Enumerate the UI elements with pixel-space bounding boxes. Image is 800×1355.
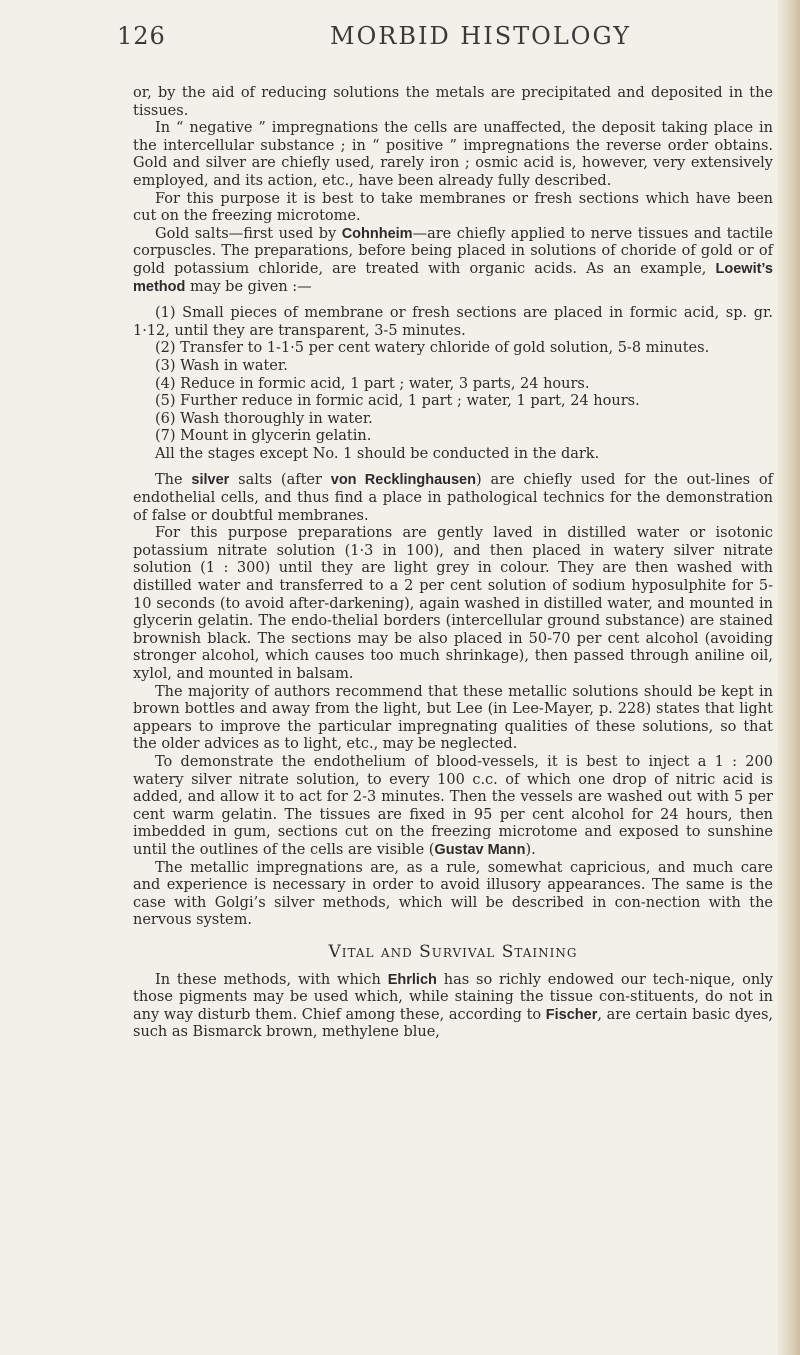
paragraph: or, by the aid of reducing solutions the metals are precipitated and deposited in the tissues. — [133, 85, 773, 119]
step-item: (6) Wash thoroughly in water. — [155, 410, 373, 427]
section-heading: Vital and Survival Staining — [328, 941, 578, 962]
author-name: von Recklinghausen — [330, 472, 476, 489]
paragraph: In “ negative ” impregnations the cells are unaffected, the deposit taking place in the intercellular substance ; in “ positive ” impregnations the reverse order obtains. Gold and silver are chiefly used, rarely iron ; osmic acid is, however, very extensively employed, and its action, etc., have been already fully described. — [133, 120, 773, 189]
keyword: silver — [191, 472, 230, 489]
paragraph — [133, 472, 773, 525]
page-header — [0, 0, 800, 70]
author-name: Cohnheim — [341, 225, 413, 242]
step-item: (3) Wash in water. — [155, 357, 288, 374]
paragraph: For this purpose it is best to take membranes or fresh sections which have been cut on the freezing microtome. — [133, 190, 773, 225]
paragraph — [133, 226, 773, 296]
author-name: Fischer — [545, 1006, 598, 1023]
text-run: ) are chiefly used for the out-lines of endothelial cells, and thus find a place in pathological technics for the demonstration of false or doubtful membranes. — [133, 472, 773, 524]
paragraph: The metallic impregnations are, as a rule, somewhat capricious, and much care and experience is necessary in order to avoid illusory appearances. The same is the case with Golgi’s silver methods, which will be described in con-nection with the nervous system. — [133, 859, 773, 929]
body-text — [133, 85, 773, 1042]
step-item: (2) Transfer to 1-1·5 per cent watery chloride of gold solution, 5-8 minutes. — [155, 340, 710, 357]
step-item: (4) Reduce in formic acid, 1 part ; water, 3 parts, 24 hours. — [155, 375, 590, 392]
text-run: The — [155, 472, 192, 489]
text-run: Gold salts—first used by — [155, 225, 342, 242]
text-run: has so richly endowed our tech-nique, only those pigments may be used which, while staining the tissue con-stituents, do not in any way disturb them. Chief among these, according to — [133, 971, 773, 1023]
running-head: MORBID HISTOLOGY — [330, 22, 632, 50]
author-name: Gustav Mann — [434, 841, 526, 858]
paragraph: The majority of authors recommend that these metallic solutions should be kept in brown bottles and away from the light, but Lee (in Lee-Mayer, p. 228) states that light appears to improve the particular impregnating qualities of these solutions, so that the older advices as to light, etc., may be neglected. — [133, 683, 773, 753]
paragraph — [133, 754, 773, 860]
paragraph: All the stages except No. 1 should be conducted in the dark. — [155, 445, 600, 462]
page-number: 126 — [117, 22, 166, 50]
step-item: (5) Further reduce in formic acid, 1 part ; water, 1 part, 24 hours. — [155, 393, 640, 410]
text-run: —are chiefly applied to nerve tissues and tactile corpuscles. The preparations, before being placed in solutions of choride of gold or of gold potassium chloride, are treated with organic acids. As an example, — [133, 225, 773, 277]
step-item: (7) Mount in glycerin gelatin. — [155, 428, 372, 445]
text-run: , are certain basic dyes, such as Bismarck brown, methylene blue, — [133, 1006, 773, 1041]
paragraph — [133, 972, 773, 1042]
text-run: To demonstrate the endothelium of blood-vessels, it is best to inject a 1 : 200 watery silver nitrate solution, to every 100 c.c. of which one drop of nitric acid is added, and allow it to act for 2-3 minutes. Then the vessels are washed out with 5 per cent warm gelatin. The tissues are fixed in 95 per cent alcohol for 24 hours, then imbedded in gum, sections cut on the freezing microtome and exposed to sunshine until the outlines of the cells are visible ( — [133, 753, 773, 858]
text-run: may be given :— — [185, 278, 312, 295]
author-name: Ehrlich — [387, 971, 437, 988]
text-run: In these methods, with which — [155, 971, 388, 988]
page-edge — [778, 0, 800, 1355]
method-name: Loewit’s method — [133, 260, 773, 295]
text-run: salts (after — [229, 472, 331, 489]
step-item: (1) Small pieces of membrane or fresh sections are placed in formic acid, sp. gr. 1·12, until they are transparent, 3-5 minutes. — [133, 305, 773, 339]
text-run: ). — [525, 841, 536, 858]
paragraph: For this purpose preparations are gently laved in distilled water or isotonic potassium nitrate solution (1·3 in 100), and then placed in watery silver nitrate solution (1 : 300) until they are light grey in colour. They are then washed with distilled water and transferred to a 2 per cent solution of sodium hyposulphite for 5-10 seconds (to avoid after-darkening), again washed in distilled water, and mounted in glycerin gelatin. The endo-thelial borders (intercellular ground substance) are stained brownish black. The sections may be also placed in 50-70 per cent alcohol (avoiding stronger alcohol, which causes too much shrinkage), then passed through aniline oil, xylol, and mounted in balsam. — [133, 525, 773, 682]
